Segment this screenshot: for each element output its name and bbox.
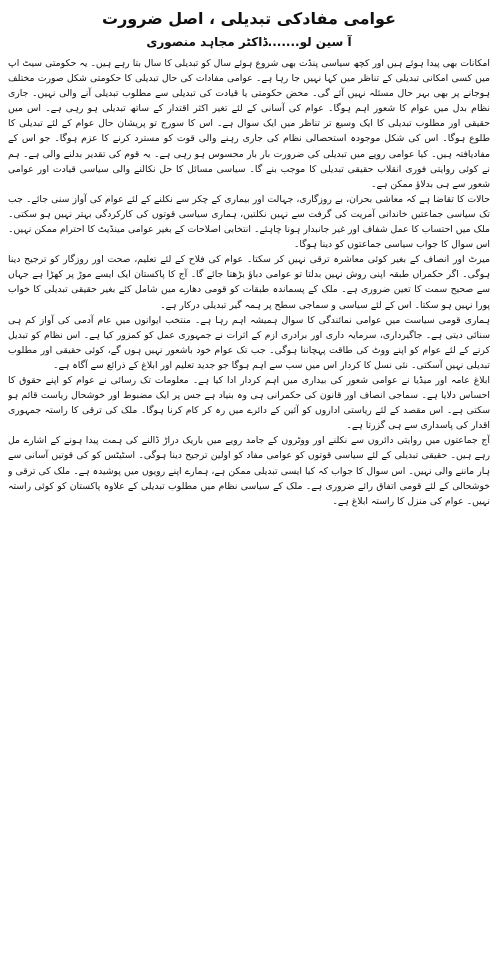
article-paragraph: آج جماعتوں میں روایتی دائروں سے نکلنے اور ووٹروں کے جامد رویے میں باریک دراڑ ڈالنے کی ہمت پیدا ہونے کے اشارے مل رہے ہیں۔ حقیقی تبدیلی کے لئے سیاسی قوتوں کو عوامی مفاد کو اولین ترجیح دینا ہوگی۔ اسٹیٹس کو کی قوتیں آسانی سے ہار ماننے والی نہیں۔ اس سوال کا جواب کہ کیا ایسی تبدیلی ممکن ہے، ہمارے اپنے رویوں میں پوشیدہ ہے۔ ملک کی ترقی و خوشحالی کے لئے قومی اتفاق رائے ضروری ہے۔ ملک کے سیاسی نظام میں مطلوب تبدیلی کے علاوہ پاکستان کو کوئی راستہ نہیں۔ عوام کی منزل کا راستہ ابلاغ ہے۔ <box>8 435 490 507</box>
article-paragraph: ہماری قومی سیاست میں عوامی نمائندگی کا سوال ہمیشہ اہم رہا ہے۔ منتخب ایوانوں میں عام آدمی کی آواز کم ہی سنائی دیتی ہے۔ جاگیرداری، سرمایہ داری اور برادری ازم کے اثرات نے جمہوری عمل کو کمزور کیا ہے۔ اس نظام کو تبدیل کرنے کے لئے عوام کو اپنے ووٹ کی طاقت پہچاننا ہوگی۔ جب تک عوام خود باشعور نہیں ہوں گے، کوئی حقیقی اور مطلوب تبدیلی نہیں آسکتی۔ نئی نسل کا کردار اس میں سب سے اہم ہوگا جو جدید تعلیم اور ابلاغ کے ذرائع سے آگاہ ہے۔ <box>8 314 490 371</box>
article-paragraph: حالات کا تقاضا ہے کہ معاشی بحران، بے روزگاری، جہالت اور بیماری کے چکر سے نکلنے کے لئے عوام کی آواز سنی جائے۔ جب تک سیاسی جماعتیں خاندانی آمریت کی گرفت سے نہیں نکلتیں، ہماری سیاسی قوتوں کی کارکردگی بہتر نہیں ہو سکتی۔ ملک میں احتساب کا عمل شفاف اور غیر جانبدار ہونا چاہئے۔ انتخابی اصلاحات کے بغیر عوامی مینڈیٹ کا احترام ممکن نہیں۔ اس سوال کا جواب سیاسی جماعتوں کو دینا ہوگا۔ <box>8 193 490 251</box>
article-body <box>8 56 490 952</box>
article-byline: آ سین لو.......ڈاکٹر مجاہد منصوری <box>146 35 352 49</box>
article-paragraph: میرٹ اور انصاف کے بغیر کوئی معاشرہ ترقی نہیں کر سکتا۔ عوام کی فلاح کے لئے تعلیم، صحت اور روزگار کو ترجیح دینا ہوگی۔ اگر حکمراں طبقہ اپنی روش نہیں بدلتا تو عوامی دباؤ بڑھتا جائے گا۔ آج کا پاکستان ایک ایسے موڑ پر کھڑا ہے جہاں سے صحیح سمت کا تعین ضروری ہے۔ ملک کے پسماندہ طبقات کو قومی دھارے میں شامل کئے بغیر حقیقی تبدیلی کا خواب پورا نہیں ہو سکتا۔ اس کے لئے سیاسی و سماجی سطح پر ہمہ گیر تبدیلی درکار ہے۔ <box>8 254 490 311</box>
article-title: عوامی مفادکی تبدیلی ، اصل ضرورت <box>102 9 396 28</box>
article-paragraph: ابلاغ عامہ اور میڈیا نے عوامی شعور کی بیداری میں اہم کردار ادا کیا ہے۔ معلومات تک رسائی نے عوام کو اپنے حقوق کا احساس دلایا ہے۔ سماجی انصاف اور قانون کی حکمرانی ہی وہ بنیاد ہے جس پر ایک مضبوط اور خوشحال ریاست قائم ہو سکتی ہے۔ اس مقصد کے لئے ریاستی اداروں کو آئین کے دائرے میں رہ کر کام کرنا ہوگا۔ ملک کی ترقی کا راستہ جمہوری اقدار کی پاسداری سے ہی گزرتا ہے۔ <box>8 374 490 432</box>
article-paragraph: امکانات بھی پیدا ہوئے ہیں اور کچھ سیاسی پنڈت بھی شروع ہوئے سال کو تبدیلی کا سال بتا رہے ہیں۔ یہ حکومتی سیٹ اپ میں کسی امکانی تبدیلی کے تناظر میں کہا نہیں جا رہا ہے۔ عوامی مفادات کی حال تبدیلی کا حکومتی شکل صورت مختلف ہوجانے پر بھی بہر حال مسئلہ نہیں آئے گی۔ محض حکومتی یا قیادت کی تبدیلی سے مطلوب تبدیلی آنے والی نہیں۔ جاری نظام بدل میں عوام کا شعور اہم ہوگا۔ عوام کی آسانی کے لئے تغیر اکثر اقتدار کے ساتھ تبدیلی ہو رہی ہے۔ اس میں حقیقی اور مطلوب تبدیلی کا ایک وسیع تر تناظر میں ایک سوال ہے۔ اس کا سورج تو پریشان حال عوام کے لئے تبدیلی کا طلوع ہوگا۔ اس کی شکل موجودہ استحصالی نظام کی جاری رہنے والی قوت کو مسترد کرنے کا عزم ہوگا۔ جو اس کے مفادیافتہ ہیں۔ کیا عوامی روپے میں تبدیلی کی ضرورت بار بار محسوس ہو رہی ہے۔ یہ قوم کی تقدیر بدلنے والی ہے۔ ہم نے کوئی روایتی فوری انقلاب حقیقی تبدیلی کا موجب بنے گا۔ سیاسی مسائل کا حل نکالنے والی سیاسی قیادت اور عوامی شعور سے ہی بدلاؤ ممکن ہے۔ <box>8 58 490 190</box>
